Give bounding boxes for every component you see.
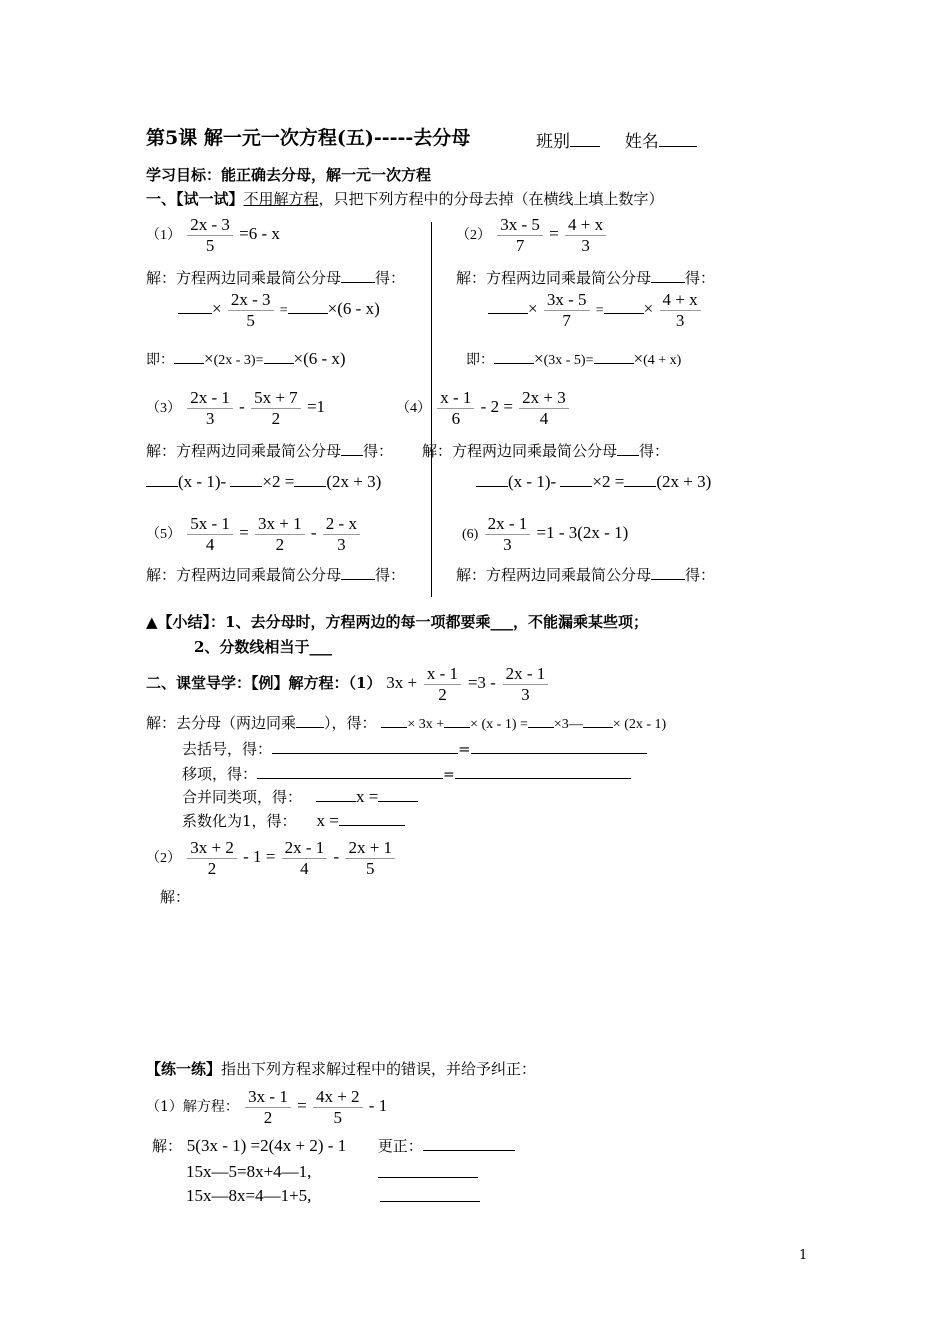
fraction: $\frac{4x + 2}{5}$ [313,1087,363,1127]
learning-objective: 学习目标：能正确去分母，解一元一次方程 [146,166,432,184]
lcd-blank-5[interactable] [341,564,375,580]
lcd-blank-1[interactable] [341,267,375,283]
summary-line-1: ▲【小结】：1、去分母时，方程两边的每一项都要乘___，不能漏乘某些项； [146,613,648,631]
fraction: $\frac{3x + 2}{2}$ [187,838,237,878]
step-coefficient: 系数化为1，得： x = [182,810,405,831]
blank[interactable] [178,296,212,314]
solve-line-6: 解：方程两边同乘最简公分母 得： [456,566,716,584]
solve-line-1: 解：方程两边同乘最简公分母 得： [146,269,406,287]
blank[interactable] [316,786,356,802]
blank[interactable] [174,346,204,364]
blank[interactable] [560,477,592,487]
correction-blank-1[interactable] [423,1135,515,1151]
fraction: $\frac{2x + 1}{5}$ [345,838,395,878]
fraction: $\frac{3x - 5}{7}$ [497,215,543,255]
blank[interactable] [528,713,554,728]
fraction: $\frac{2x - 3}{5}$ [228,290,274,330]
fraction: $\frac{5x + 7}{2}$ [251,388,301,428]
ji-line-2: 即： ×(3x - 5)= ×(4 + x) [466,346,681,370]
multiply-line-1: × $\frac{2x - 3}{5}$ = ×(6 - x) [178,290,380,330]
fraction: $\frac{x - 1}{6}$ [437,388,474,428]
name-blank[interactable] [659,129,697,147]
fraction: $\frac{2 - x}{3}$ [323,514,360,554]
fraction: $\frac{2x + 3}{4}$ [519,388,569,428]
solve-line-4: 解：方程两边同乘最简公分母 得： [422,442,670,460]
blank[interactable] [294,477,326,487]
fraction: $\frac{x - 1}{2}$ [424,664,461,704]
fraction: $\frac{3x - 1}{2}$ [245,1087,291,1127]
correction-blank-2[interactable] [378,1162,478,1182]
practice-equation-1: （1）解方程： $\frac{3x - 1}{2}$ = $\frac{4x + 2}{5}$ - 1 [146,1087,388,1127]
blank[interactable] [257,763,443,779]
part1-heading: 一、【试一试】不用解方程，只把下列方程中的分母去掉（在横线上填上数字） [146,190,664,208]
example-2: （2） $\frac{3x + 2}{2}$ - 1 = $\frac{2x - 1}{4}$ - $\frac{2x + 1}{5}$ [146,838,397,878]
blank[interactable] [230,477,262,487]
step-clear-denominators: 解：去分母（两边同乘 ），得： × 3x + × (x - 1) = ×3— × (2x - 1) [146,714,667,732]
blank[interactable] [288,296,328,314]
equation-1: （1） $\frac{2x - 3}{5}$ =6 - x [146,215,280,255]
page-title: 第5课 解一元一次方程(五)-----去分母 [146,127,471,149]
blank[interactable] [594,346,634,364]
example-2-solve-label: 解： [160,888,191,906]
multiply-line-3: (x - 1)- ×2 = (2x + 3) [146,472,381,492]
blank[interactable] [604,296,644,314]
ji-line-1: 即： ×(2x - 3)= ×(6 - x) [146,346,346,370]
lcd-blank-6[interactable] [651,564,685,580]
practice-solution-line-1: 解： 5(3x - 1) =2(4x + 2) - 1 更正： [152,1135,515,1156]
practice-solution-line-3: 15x—8x=4—1+5, [186,1186,312,1205]
practice-heading: 【练一练】指出下列方程求解过程中的错误，并给予纠正： [146,1060,537,1078]
correction-blank-3[interactable] [380,1186,480,1206]
equation-3: （3） $\frac{2x - 1}{3}$ - $\frac{5x + 7}{2}$ =1 [146,388,326,428]
step-transpose: 移项，得： = [182,763,631,784]
multiply-line-4: (x - 1)- ×2 = (2x + 3) [476,472,711,492]
blank[interactable] [476,477,508,487]
lcd-blank-3[interactable] [341,440,363,456]
fraction: $\frac{4 + x}{3}$ [660,290,701,330]
example-1: 二、课堂导学：【例】解方程：（1） 3x + $\frac{x - 1}{2}$ =3 - $\frac{2x - 1}{3}$ [146,664,550,704]
practice-solution-line-2: 15x—5=8x+4—1, [186,1162,312,1181]
multiply-line-2: × $\frac{3x - 5}{7}$ = × $\frac{4 + x}{3}$ [488,290,703,330]
fraction: $\frac{3x + 1}{2}$ [255,514,305,554]
fraction: $\frac{2x - 1}{3}$ [503,664,549,704]
fraction: $\frac{3x - 5}{7}$ [544,290,590,330]
class-field: 班别 姓名 [536,129,697,152]
fraction: $\frac{4 + x}{3}$ [565,215,606,255]
blank[interactable] [624,477,656,487]
fraction: $\frac{2x - 1}{3}$ [485,514,531,554]
blank[interactable] [455,763,631,779]
blank[interactable] [494,346,534,364]
fraction: $\frac{2x - 3}{5}$ [187,215,233,255]
solve-line-2: 解：方程两边同乘最简公分母 得： [456,269,716,287]
blank[interactable] [272,738,458,754]
blank[interactable] [488,296,528,314]
lcd-blank-2[interactable] [651,267,685,283]
page-number: 1 [799,1248,808,1263]
blank[interactable] [444,713,470,728]
fraction: $\frac{2x - 1}{3}$ [187,388,233,428]
blank[interactable] [583,713,613,728]
equation-6: (6) $\frac{2x - 1}{3}$ =1 - 3(2x - 1) [462,514,629,554]
equation-4: （4） $\frac{x - 1}{6}$ - 2 = $\frac{2x + 3}{4}$ [396,388,571,428]
blank[interactable] [381,713,407,728]
blank[interactable] [296,712,324,728]
equation-5: （5） $\frac{5x - 1}{4}$ = $\frac{3x + 1}{2}$ - $\frac{2 - x}{3}$ [146,514,362,554]
blank[interactable] [378,786,418,802]
blank[interactable] [264,346,294,364]
solve-line-3: 解：方程两边同乘最简公分母 得： [146,442,394,460]
fraction: $\frac{2x - 1}{4}$ [282,838,328,878]
lcd-blank-4[interactable] [617,440,639,456]
fraction: $\frac{5x - 1}{4}$ [187,514,233,554]
equation-2: （2） $\frac{3x - 5}{7}$ = $\frac{4 + x}{3}$ [456,215,608,255]
blank[interactable] [471,738,647,754]
class-blank[interactable] [570,129,600,147]
blank[interactable] [146,477,178,487]
summary-line-2: 2、分数线相当于___ [194,638,332,656]
step-expand: 去括号，得： = [182,738,647,758]
solve-line-5: 解：方程两边同乘最简公分母 得： [146,566,406,584]
step-combine: 合并同类项，得： x = [182,786,418,807]
blank[interactable] [339,810,405,826]
